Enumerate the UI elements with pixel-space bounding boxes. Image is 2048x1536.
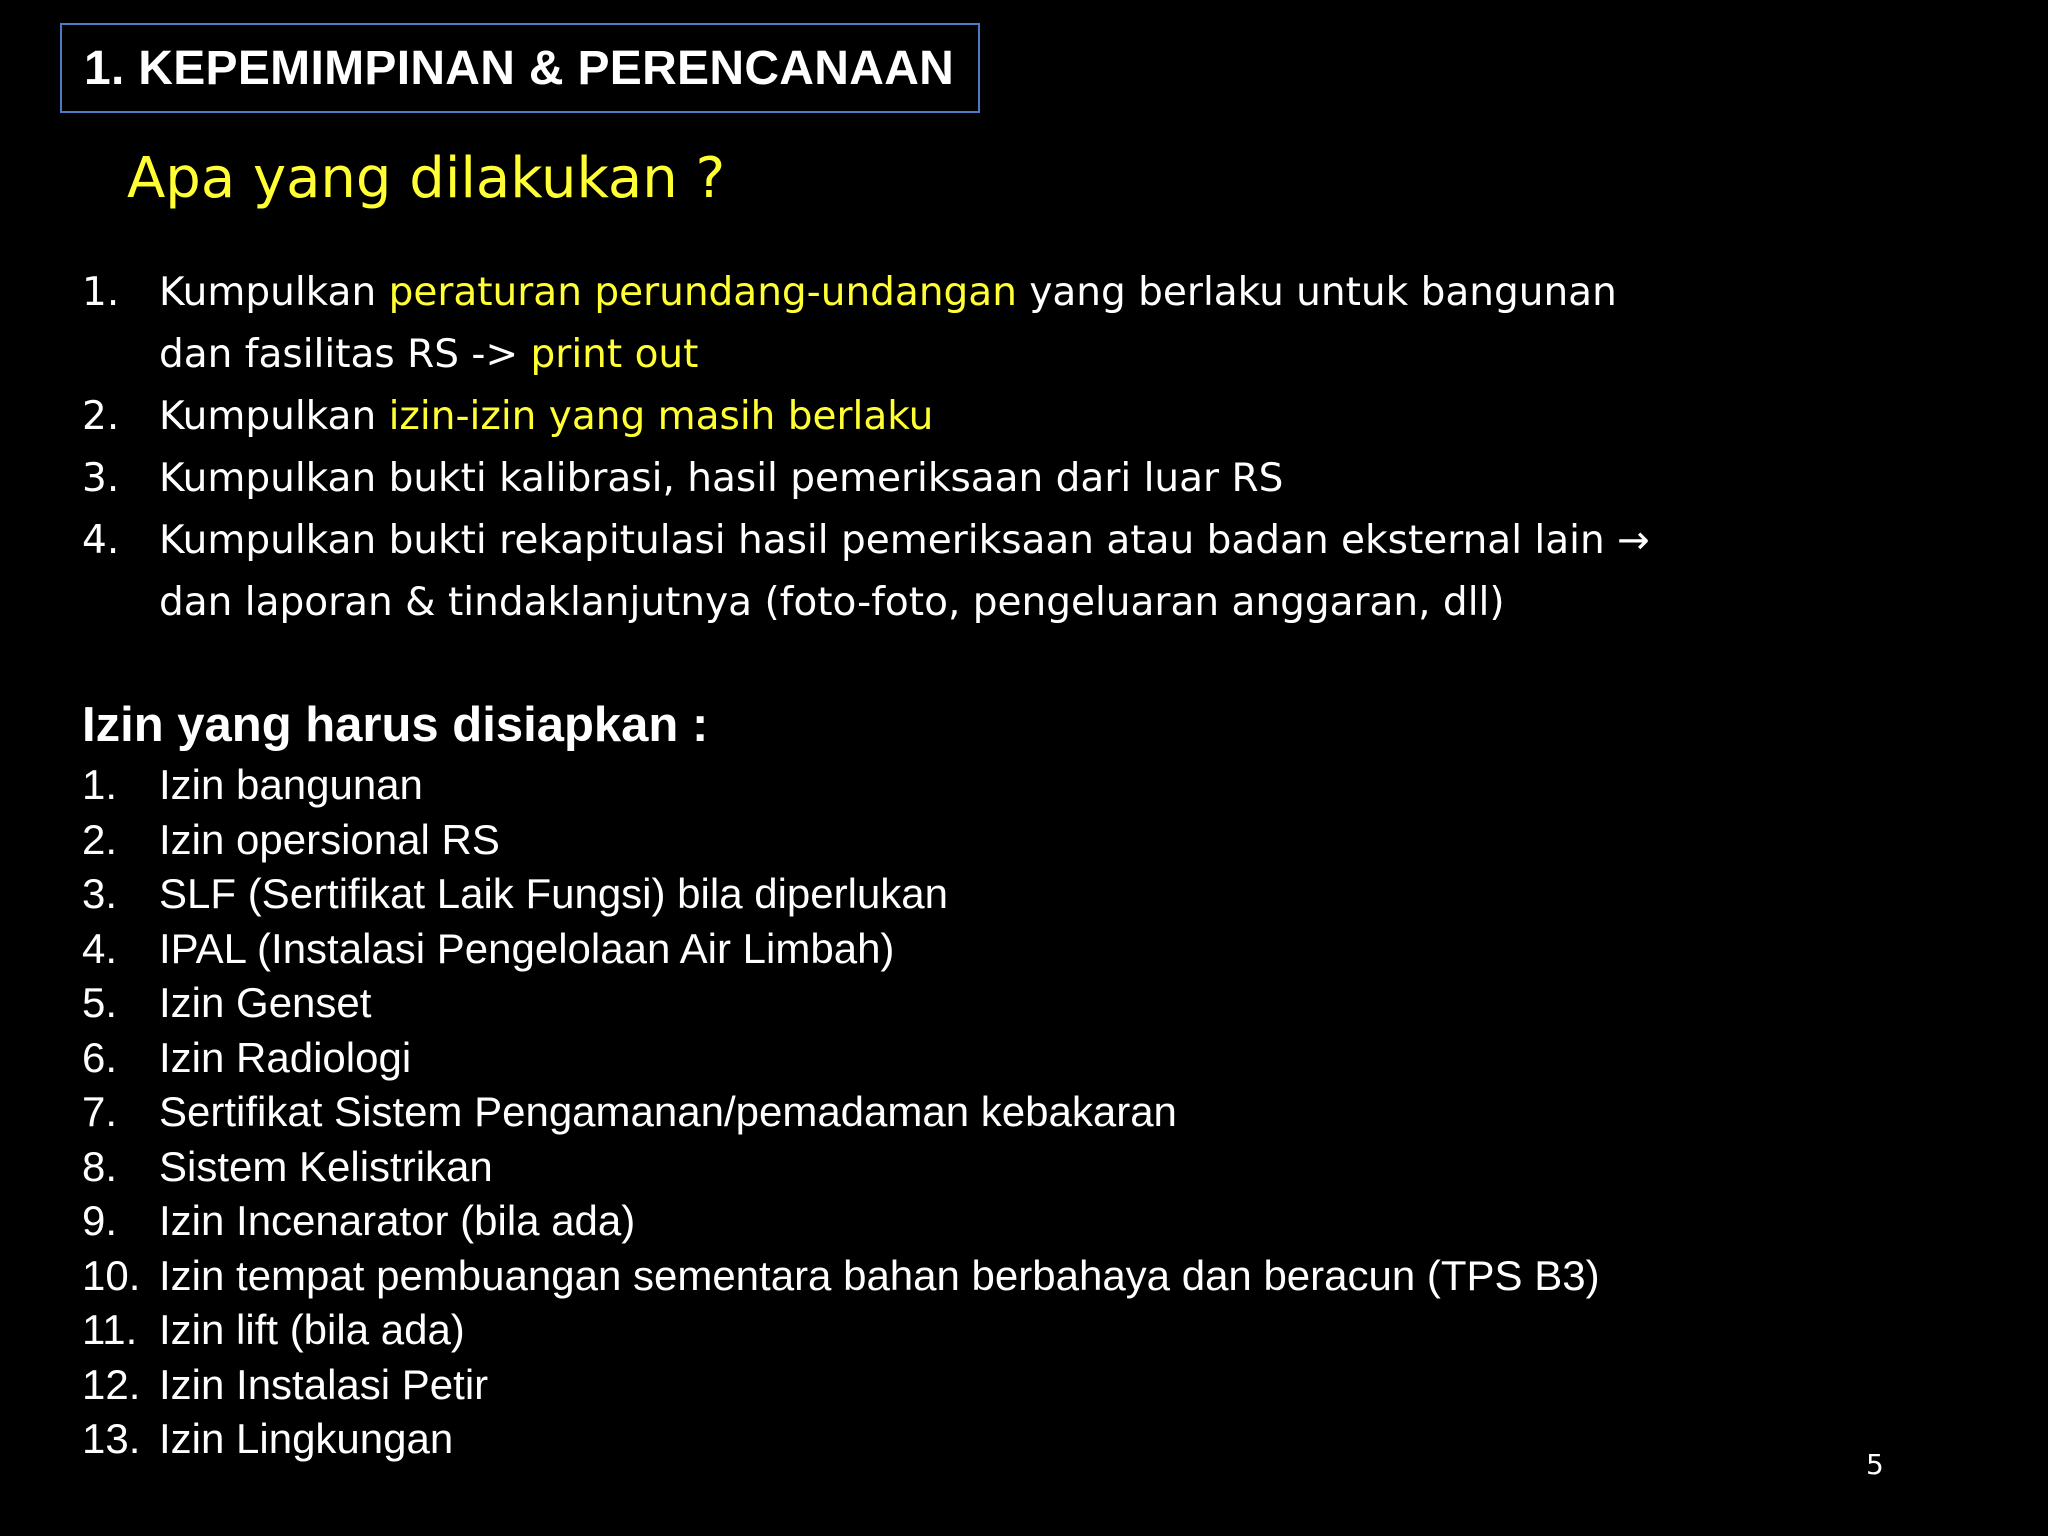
permit-text: Sistem Kelistrikan [159, 1142, 493, 1190]
list-number: 4. [82, 924, 118, 972]
list-number: 8. [82, 1142, 118, 1190]
item-text: Kumpulkan [159, 270, 389, 315]
action-item [82, 510, 1782, 634]
action-item [82, 262, 1782, 386]
permit-item [82, 922, 1882, 977]
item-text: Kumpulkan bukti rekapitulasi hasil pemeriksaan atau badan eksternal lain [159, 518, 1605, 563]
list-number: 5. [82, 979, 118, 1026]
permit-text: Sertifikat Sistem Pengamanan/pemadaman kebakaran [159, 1088, 1177, 1135]
highlight-text: print out [530, 332, 699, 377]
permit-text: Izin Genset [159, 979, 372, 1026]
permit-text: Izin Incenarator (bila ada) [159, 1197, 636, 1244]
item-text: dan fasilitas RS -> [159, 332, 531, 377]
list-number: 2. [82, 815, 118, 863]
list-number: 7. [82, 1088, 118, 1135]
permit-item [82, 1303, 1882, 1358]
item-text: yang berlaku untuk bangunan [1016, 270, 1617, 315]
action-item [82, 386, 1782, 448]
permit-text: SLF (Sertifikat Laik Fungsi) bila diperlukan [159, 870, 949, 917]
permit-item [82, 1085, 1882, 1140]
permit-text: Izin bangunan [159, 761, 423, 808]
permits-list [82, 758, 1882, 1467]
slide-title: 1. KEPEMIMPINAN & PERENCANAAN [84, 41, 955, 95]
permit-item [82, 1140, 1882, 1195]
permit-text: Izin Radiologi [159, 1033, 412, 1081]
slide-subtitle: Apa yang dilakukan ? [127, 146, 726, 211]
list-number: 3. [82, 456, 120, 501]
item-text: Kumpulkan [159, 394, 389, 439]
list-number: 6. [82, 1033, 118, 1081]
highlight-text: peraturan perundang-undangan [388, 270, 1017, 315]
permit-text: Izin tempat pembuangan sementara bahan berbahaya dan beracun (TPS B3) [159, 1251, 1600, 1299]
slide-title-box [60, 23, 980, 113]
permits-heading: Izin yang harus disiapkan : [82, 698, 709, 752]
list-number: 9. [82, 1197, 118, 1244]
permit-text: Izin opersional RS [159, 815, 500, 863]
permit-item [82, 1031, 1882, 1086]
list-number: 11. [82, 1306, 138, 1353]
permit-text: IPAL (Instalasi Pengelolaan Air Limbah) [159, 924, 895, 972]
list-number: 3. [82, 870, 118, 917]
permit-item [82, 976, 1882, 1031]
action-list [82, 262, 1782, 634]
arrow-right-icon: → [1617, 518, 1650, 563]
permit-text: Izin lift (bila ada) [159, 1306, 465, 1353]
list-number: 13. [82, 1415, 141, 1462]
permit-item [82, 867, 1882, 922]
permit-item [82, 758, 1882, 813]
action-item [82, 448, 1782, 510]
permit-item [82, 1412, 1882, 1467]
list-number: 4. [82, 518, 120, 563]
list-number: 10. [82, 1251, 141, 1299]
list-number: 1. [82, 761, 118, 808]
permit-item [82, 1249, 1882, 1304]
permit-item [82, 1358, 1882, 1413]
item-text: Kumpulkan bukti kalibrasi, hasil pemeriksaan dari luar RS [159, 456, 1284, 501]
list-number: 2. [82, 394, 120, 439]
permit-item [82, 813, 1882, 868]
permit-item [82, 1194, 1882, 1249]
item-text: dan laporan & tindaklanjutnya (foto-foto, pengeluaran anggaran, dll) [159, 580, 1505, 625]
permit-text: Izin Lingkungan [159, 1415, 454, 1462]
permit-text: Izin Instalasi Petir [159, 1360, 489, 1408]
page-number: 5 [1866, 1448, 1884, 1481]
list-number: 12. [82, 1360, 141, 1408]
list-number: 1. [82, 270, 120, 315]
highlight-text: izin-izin yang masih berlaku [388, 394, 934, 439]
